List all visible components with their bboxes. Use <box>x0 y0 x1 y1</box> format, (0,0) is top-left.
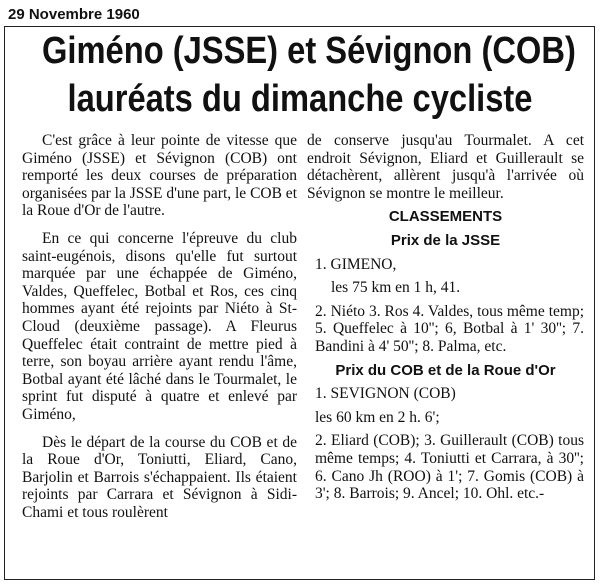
paragraph-continuation: de conserve jusqu'au Tourmalet. A cet endroit Sévignon, Eliard et Guillerault se détachèrent, allèrent jusqu'à l'arrivée où Sévignon se montre le meilleur. <box>307 132 584 202</box>
prix-cob-results: 2. Eliard (COB); 3. Guillerault (COB) tous même temps; 4. Toniutti et Carrara, à 30''; 6. Cano Jh (ROO) à 1'; 7. Gomis (COB) à 3'; 8. Barrois; 9. Ancel; 10. Ohl. etc.- <box>315 432 584 503</box>
paragraph-3: Dès le départ de la course du COB et de la Roue d'Or, Toniutti, Eliard, Cano, Barjolin et Barrois s'échappaient. Ils étaient rejoints par Carrara et Sévignon à Sidi-Chami et tous roulèrent <box>22 433 297 521</box>
prix-jsse-time: les 75 km en 1 h, 41. <box>331 279 461 297</box>
prix-jsse-winner: 1. GIMENO, <box>315 255 397 273</box>
paragraph-2: En ce qui concerne l'épreuve du club saint-eugénois, disons qu'elle fut surtout marquée par une échappée de Giméno, Valdes, Queffelec, Botbal et Ros, ces cinq hommes ayant été rejoints par Niéto à St-Cloud (deuxième passage). A Fleurus Queffelec était contraint de mettre pied à terre, son boyau arrière ayant rendu l'âme, Botbal ayant été lâché dans le Tourmalet, le sprint fut disputé à quatre et enlevé par Giméno, <box>22 229 297 423</box>
paragraph-1: C'est grâce à leur pointe de vitesse que Giméno (JSSE) et Sévignon (COB) ont remporté les deux courses de préparation organisées par la JSSE d'une part, le COB et la Roue d'Or de l'autre. <box>22 132 297 220</box>
headline-line-1: Giméno (JSSE) et Sévignon (COB) <box>42 30 576 72</box>
prix-cob-winner: 1. SEVIGNON (COB) <box>315 385 456 403</box>
prix-cob-time: les 60 km en 2 h. 6'; <box>315 408 440 426</box>
article-date: 29 Novembre 1960 <box>8 6 140 23</box>
left-column <box>22 132 297 531</box>
prix-jsse-title: Prix de la JSSE <box>390 231 501 249</box>
headline-line-2: lauréats du dimanche cycliste <box>67 78 533 120</box>
right-column <box>307 132 584 509</box>
classements-title: CLASSEMENTS <box>388 208 503 226</box>
prix-jsse-results: 2. Niéto 3. Ros 4. Valdes, tous même temp; 5. Queffelec à 10''; 6, Botbal à 1' 30''; 7. Bandini à 4' 50''; 8. Palma, etc. <box>315 302 584 355</box>
prix-cob-title: Prix du COB et de la Roue d'Or <box>335 361 556 379</box>
